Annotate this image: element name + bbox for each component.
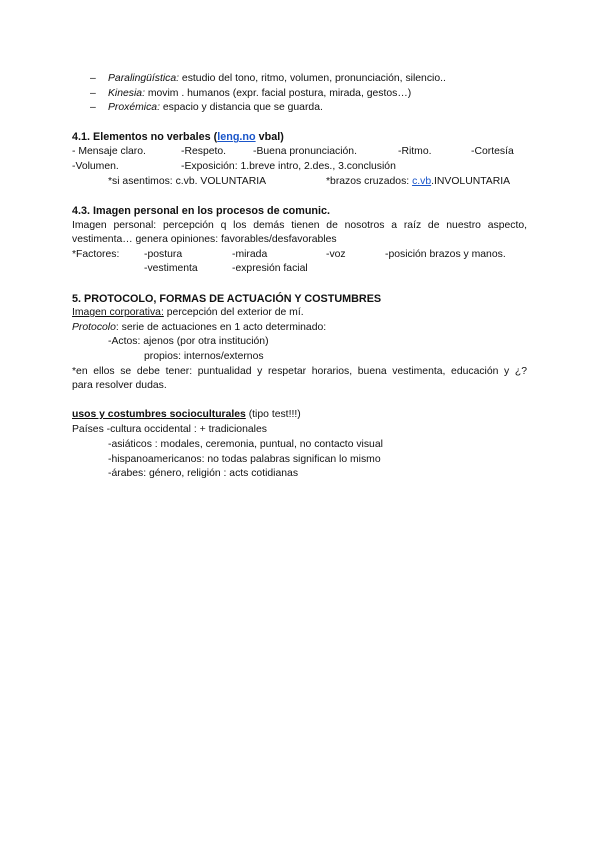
usos-title: usos y costumbres socioculturales: [72, 409, 246, 420]
section-4-1-heading: [72, 130, 284, 144]
definition-text: percepción del exterior de mí.: [163, 307, 304, 318]
imagen-personal-line2: vestimenta… genera opiniones: favorables/desfavorables: [72, 234, 337, 245]
factor-item: -voz: [326, 249, 346, 260]
bullet-dash: –: [90, 73, 96, 84]
factor-item: -vestimenta: [144, 263, 198, 274]
culture-item: -árabes: género, religión : acts cotidianas: [108, 468, 299, 479]
element-item: - Mensaje claro.: [72, 146, 146, 157]
imagen-corporativa-term: Imagen corporativa:: [72, 307, 164, 318]
bullet-text: espacio y distancia que se guarda.: [159, 102, 323, 113]
bullet-text: movim . humanos (expr. facial postura, mirada, gestos…): [144, 88, 412, 99]
element-item: -Exposición: 1.breve intro, 2.des., 3.conclusión: [181, 161, 396, 172]
protocolo-term: Protocolo: [72, 322, 116, 333]
bullet-item: [108, 87, 411, 101]
bullet-text: estudio del tono, ritmo, volumen, pronunciación, silencio..: [179, 73, 446, 84]
paises-line: Países -cultura occidental : + tradicionales: [72, 424, 267, 435]
involuntaria-note: [326, 175, 510, 189]
element-item: -Buena pronunciación.: [253, 146, 357, 157]
culture-item: -asiáticos : modales, ceremonia, puntual, no contacto visual: [108, 439, 383, 450]
bullet-term: Proxémica:: [108, 102, 160, 113]
propios-line: propios: internos/externos: [144, 351, 264, 362]
bullet-dash: –: [90, 102, 96, 113]
bullet-term: Kinesia:: [108, 88, 145, 99]
element-item: -Cortesía: [471, 146, 514, 157]
usos-note: (tipo test!!!): [245, 409, 301, 420]
section-5-heading: 5. PROTOCOLO, FORMAS DE ACTUACIÓN Y COSTUMBRES: [72, 293, 382, 305]
bullet-dash: –: [90, 88, 96, 99]
definition-text: : serie de actuaciones en 1 acto determinado:: [115, 322, 327, 333]
tener-line2: para resolver dudas.: [72, 380, 167, 391]
leng-no-link[interactable]: leng.no: [217, 131, 256, 143]
factor-item: -postura: [144, 249, 183, 260]
note-text: *brazos cruzados:: [326, 176, 413, 187]
element-item: -Respeto.: [181, 146, 227, 157]
culture-item: -hispanoamericanos: no todas palabras significan lo mismo: [108, 454, 381, 465]
factor-item: -posición brazos y manos.: [385, 249, 506, 260]
usos-heading: [72, 408, 301, 422]
factores-label: *Factores:: [72, 249, 120, 260]
c-vb-link[interactable]: c.vb: [412, 176, 432, 187]
imagen-personal-line1: Imagen personal: percepción q los demás tienen de nosotros a raíz de nuestro aspecto,: [72, 220, 527, 231]
imagen-corporativa-line: [72, 306, 304, 320]
heading-text: 4.1. Elementos no verbales (: [72, 131, 218, 143]
bullet-term: Paralingüística:: [108, 73, 180, 84]
protocolo-line: [72, 321, 326, 335]
bullet-item: [108, 101, 323, 115]
factor-item: -expresión facial: [232, 263, 308, 274]
note-text: .INVOLUNTARIA: [431, 176, 511, 187]
bullet-item: [108, 72, 446, 86]
section-4-3-heading: 4.3. Imagen personal en los procesos de comunic.: [72, 205, 331, 217]
factor-item: -mirada: [232, 249, 268, 260]
element-item: -Volumen.: [72, 161, 119, 172]
element-item: -Ritmo.: [398, 146, 432, 157]
heading-text: vbal): [255, 131, 284, 143]
tener-line1: *en ellos se debe tener: puntualidad y respetar horarios, buena vestimenta, educación y ¿?: [72, 366, 527, 377]
actos-line: -Actos: ajenos (por otra institución): [108, 336, 269, 347]
voluntaria-note: *si asentimos: c.vb. VOLUNTARIA: [108, 176, 267, 187]
